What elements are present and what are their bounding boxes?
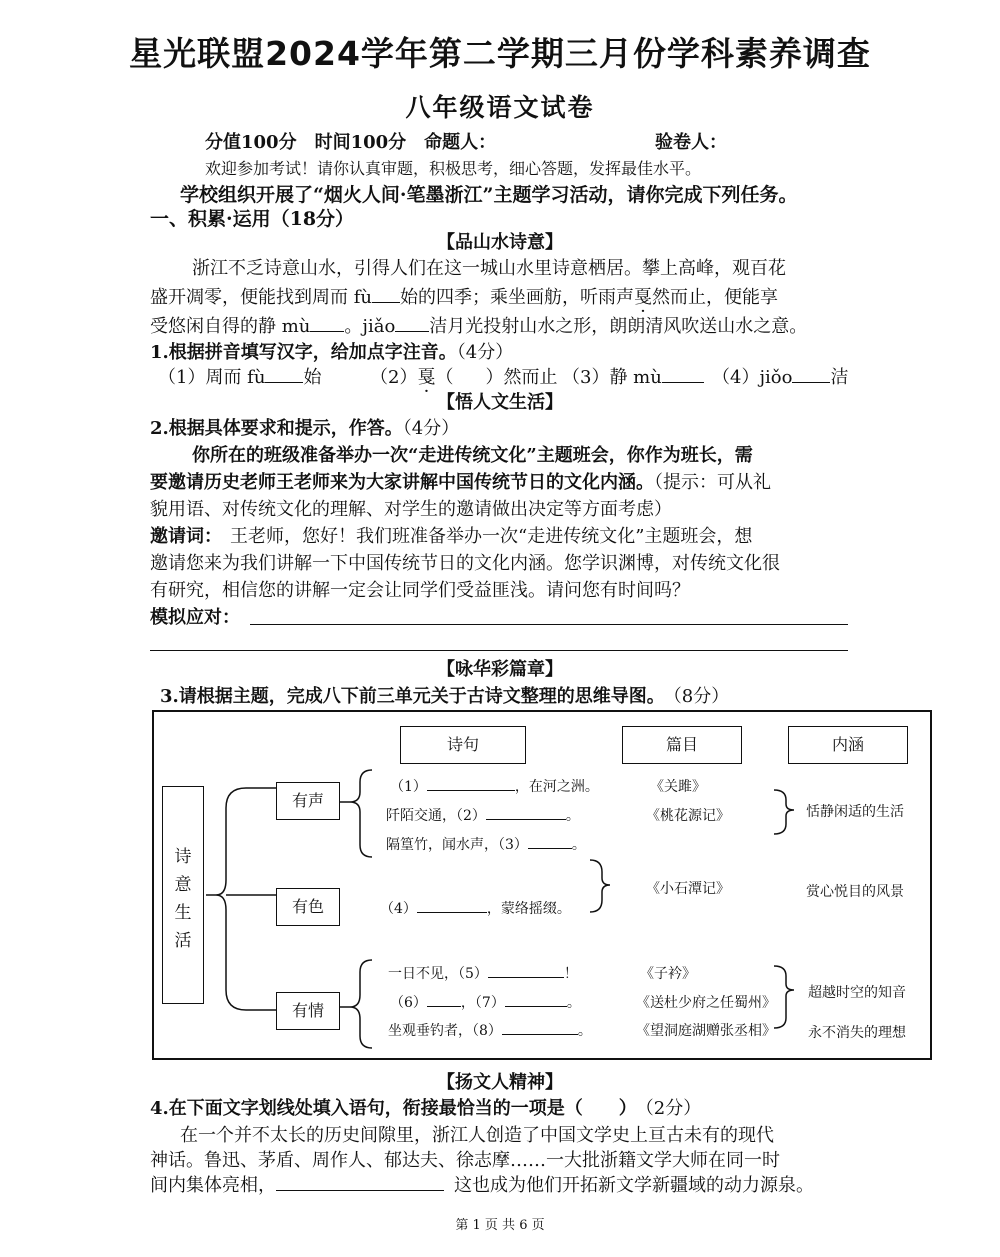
col-header-poem: 诗句 [400, 726, 526, 764]
section1-title: 一、积累·运用（18分） [150, 208, 355, 230]
passage-line3: 受悠闲自得的静 mù 。jiǎo 洁月光投射山水之形，朗朗清风吹送山水之意。 [150, 316, 808, 337]
blank-8[interactable] [502, 1034, 578, 1035]
poem-line-3: 隔篁竹，闻水声，（3） 。 [386, 837, 586, 853]
reviewer-label: 验卷人： [655, 132, 727, 153]
score-time-info: 分值100分 时间100分 命题人： [205, 132, 497, 153]
q1-item4: （4）jiǒo 洁 [712, 367, 849, 388]
q1-item3: （3）静 mù [562, 363, 704, 389]
blank-6[interactable] [427, 1006, 461, 1007]
q4-blank[interactable] [276, 1190, 444, 1191]
exam-subtitle: 八年级语文试卷 [405, 93, 595, 122]
blank-1[interactable] [427, 790, 515, 791]
branch-sound: 有声 [276, 782, 340, 820]
question-3: 3.请根据主题，完成八下前三单元关于古诗文整理的思维导图。 （8分） [160, 686, 730, 707]
q2-answer-label: 模拟应对： [150, 607, 240, 628]
question-2: 2.根据具体要求和提示，作答。（4分） [150, 418, 460, 439]
title-zijin: 《子衿》 [640, 966, 696, 982]
q2-invite-line2: 邀请您来为我们讲解一下中国传统节日的文化内涵。您学识渊博，对传统文化很 [150, 553, 780, 574]
exam-title: 星光联盟2024学年第二学期三月份学科素养调查 [129, 34, 871, 73]
blank-3[interactable] [528, 848, 572, 849]
question-1: 1.根据拼音填写汉字，给加点字注音。（4分） [150, 342, 514, 363]
branch-color: 有色 [276, 888, 340, 926]
q2-invite-line3: 有研究，相信您的讲解一定会让同学们受益匪浅。请问您有时间吗？ [150, 580, 690, 601]
blank-7[interactable] [505, 1006, 567, 1007]
theme-ideal: 永不消失的理想 [808, 1025, 906, 1041]
page-footer: 第 1 页 共 6 页 [455, 1218, 545, 1233]
part4-header: 【扬文人精神】 [437, 1072, 563, 1093]
q4-line1: 在一个并不太长的历史间隙里，浙江人创造了中国文学史上亘古未有的现代 [180, 1125, 774, 1146]
q2-req-line1: 你所在的班级准备举办一次“走进传统文化”主题班会，你作为班长，需 [192, 445, 753, 466]
welcome-text: 欢迎参加考试！请你认真审题，积极思考，细心答题，发挥最佳水平。 [205, 159, 702, 178]
title-taohuayuan: 《桃花源记》 [646, 808, 730, 824]
q2-req-line2: 要邀请历史老师王老师来为大家讲解中国传统节日的文化内涵。（提示：可从礼 [150, 472, 771, 493]
poem-line-5: 一日不见，（5） ！ [388, 966, 578, 982]
blank-5[interactable] [488, 977, 564, 978]
q2-hint-line3: 貌用语、对传统文化的理解、对学生的邀请做出决定等方面考虑） [150, 499, 672, 520]
branch-feeling: 有情 [276, 992, 340, 1030]
col-header-title: 篇目 [622, 726, 742, 764]
blank-4[interactable] [417, 912, 487, 913]
theme-leisure: 恬静闲适的生活 [806, 804, 904, 820]
title-songdushaofu: 《送杜少府之任蜀州》 [636, 995, 776, 1011]
theme-scenery: 赏心悦目的风景 [806, 884, 904, 900]
q4-line3: 间内集体亮相， 这也成为他们开拓新文学新疆域的动力源泉。 [150, 1175, 814, 1196]
col-header-theme: 内涵 [788, 726, 908, 764]
passage-line1: 浙江不乏诗意山水，引得人们在这一城山水里诗意栖居。攀上高峰，观百花 [192, 258, 786, 279]
title-guanju: 《关雎》 [650, 779, 706, 795]
poem-line-6: （6） ，（7） 。 [390, 995, 581, 1011]
task-intro: 学校组织开展了“烟火人间·笔墨浙江”主题学习活动，请你完成下列任务。 [180, 184, 798, 206]
blank-2[interactable] [486, 819, 566, 820]
passage-line2: 盛开凋零，便能找到周而 fù 始的四季；乘坐画舫，听雨声戛然而止，便能享 [150, 287, 778, 308]
title-xiaoshitan: 《小石潭记》 [646, 881, 730, 897]
part2-header: 【悟人文生活】 [437, 392, 563, 413]
poem-line-1: （1） ，在河之洲。 [390, 779, 599, 795]
q1-item2: （2）戛（ ）然而止 [370, 367, 558, 388]
poem-line-7: 坐观垂钓者，（8） 。 [388, 1023, 592, 1039]
part1-header: 【品山水诗意】 [437, 232, 563, 253]
q4-line2: 神话。鲁迅、茅盾、周作人、郁达夫、徐志摩……一大批浙籍文学大师在同一时 [150, 1150, 780, 1171]
poem-line-4: （4） ，蒙络摇缀。 [380, 901, 571, 917]
poem-line-2: 阡陌交通，（2） 。 [386, 808, 580, 824]
q2-invite-line1: 邀请词： 王老师，您好！我们班准备举办一次“走进传统文化”主题班会，想 [150, 526, 753, 547]
part3-header: 【咏华彩篇章】 [437, 659, 563, 680]
question-4: 4.在下面文字划线处填入语句，衔接最恰当的一项是（ ） （2分） [150, 1098, 702, 1119]
q1-item1: （1）周而 fù 始 [158, 367, 322, 388]
theme-soulmate: 超越时空的知音 [808, 985, 906, 1001]
title-wangdongting: 《望洞庭湖赠张丞相》 [636, 1023, 776, 1039]
root-node: 诗 意 生 活 [162, 786, 204, 1004]
